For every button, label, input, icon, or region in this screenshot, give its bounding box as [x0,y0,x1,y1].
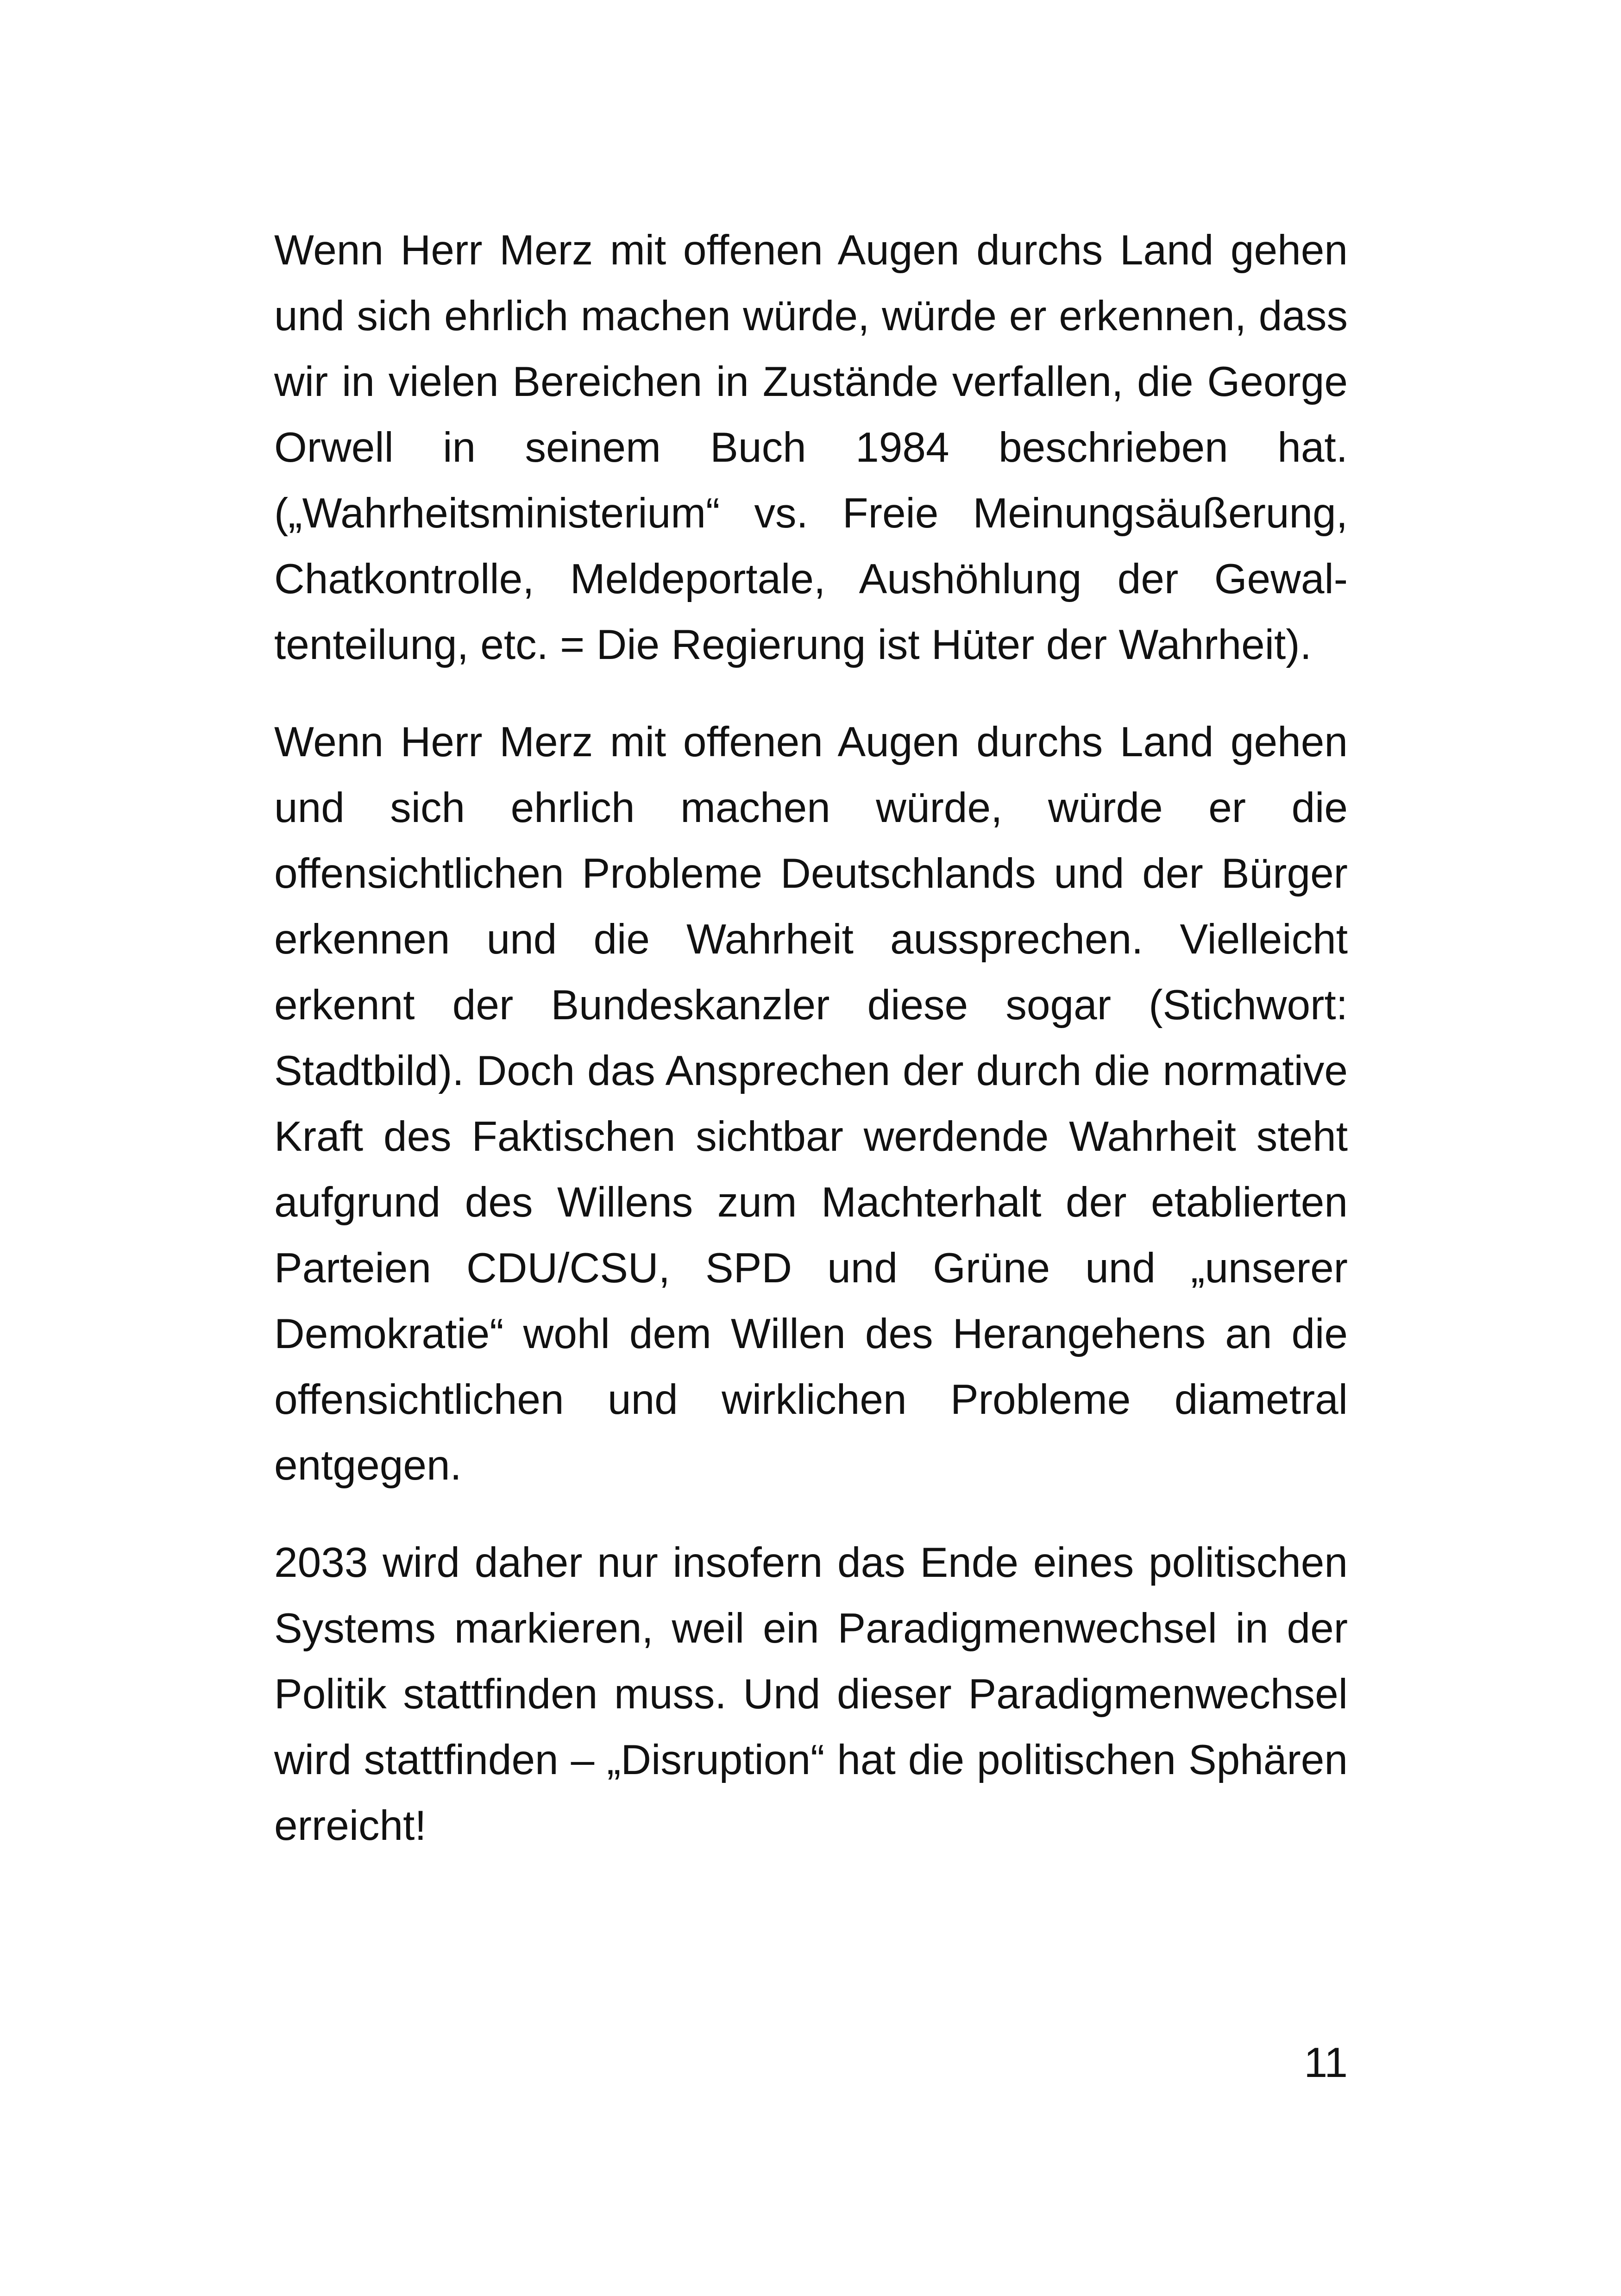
body-text [274,218,1348,1859]
page-number: 11 [1304,2039,1348,2086]
paragraph-2: Wenn Herr Merz mit offenen Augen durchs Land gehen und sich ehrlich machen würde, würde er die offensichtlichen Probleme Deutschlands und der Bürger erkennen und die Wahrheit aussprechen. Vielleicht erkennt der Bundeskanzler diese sogar (Stichwort: Stadtbild). Doch das Ansprechen der durch die normative Kraft des Faktischen sichtbar werdende Wahrheit steht aufgrund des Willens zum Machterhalt der etablierten Parteien CDU/CSU, SPD und Grüne und „unserer Demokratie“ wohl dem Willen des Herangehens an die offensichtlichen und wirklichen Probleme diametral entgegen. [274,719,1348,1489]
paragraph-3: 2033 wird daher nur insofern das Ende eines politischen Systems markieren, weil ein Paradigmenwechsel in der Politik stattfinden muss. Und dieser Paradigmenwechsel wird stattfinden – „Disruption“ hat die politischen Sphären erreicht! [274,1539,1348,1849]
paragraph-1: Wenn Herr Merz mit offenen Augen durchs Land gehen und sich ehrlich machen würde, würde er erkennen, dass wir in vielen Bereichen in Zustände verfallen, die George Orwell in seinem Buch 1984 beschrieben hat. („Wahrheitsministerium“ vs. Freie Meinungsäußerung, Chatkontrolle, Meldeportale, Aushöhlung der Gewaltenteilung, etc. = Die Regierung ist Hüter der Wahrheit). [274,227,1348,668]
